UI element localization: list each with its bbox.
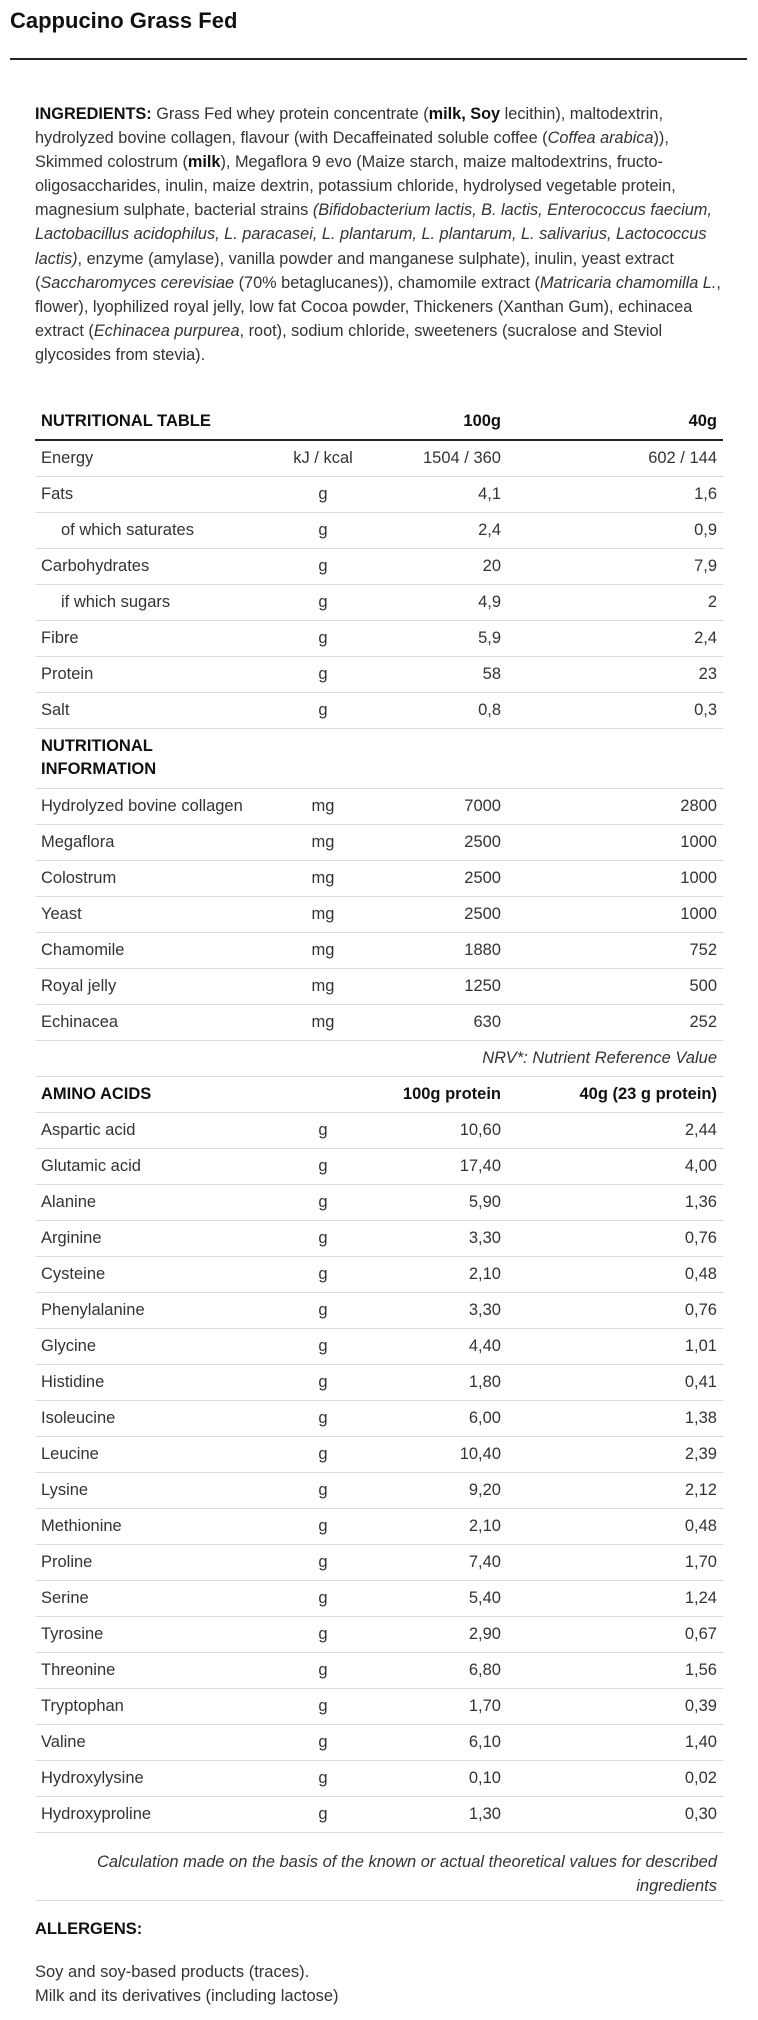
amino-acid-row: [35, 1688, 723, 1724]
amino-acid-row: [35, 1436, 723, 1472]
nutrition-unit-header: [275, 404, 371, 440]
amino-acid-row: [35, 1364, 723, 1400]
row-value-40g: 1,6: [507, 476, 723, 512]
row-unit: kJ / kcal: [275, 440, 371, 476]
row-value-40g: 0,76: [507, 1292, 723, 1328]
row-name: Energy: [35, 440, 275, 476]
amino-acid-row: [35, 1148, 723, 1184]
row-name: Alanine: [35, 1184, 275, 1220]
amino-acid-row: [35, 1184, 723, 1220]
row-unit: g: [275, 1292, 371, 1328]
ingredients-italic: Saccharomyces cerevisiae: [40, 273, 235, 292]
row-value-40g: 2800: [507, 788, 723, 824]
row-value-100g: 1,70: [371, 1688, 507, 1724]
row-value-100g: 5,90: [371, 1184, 507, 1220]
row-name: Megaflora: [35, 824, 275, 860]
row-value-40g: 4,00: [507, 1148, 723, 1184]
row-unit: mg: [275, 968, 371, 1004]
row-value-100g: 2,10: [371, 1508, 507, 1544]
row-name: Glutamic acid: [35, 1148, 275, 1184]
row-value-40g: 2,39: [507, 1436, 723, 1472]
row-name: Hydrolyzed bovine collagen: [35, 788, 275, 824]
allergen-item: Milk and its derivatives (including lactose): [35, 1987, 339, 2005]
row-name: Aspartic acid: [35, 1112, 275, 1148]
row-name: Valine: [35, 1724, 275, 1760]
nutritional-information-row: [35, 896, 723, 932]
row-value-100g: 10,40: [371, 1436, 507, 1472]
nutrition-row: [35, 548, 723, 584]
row-value-100g: 0,10: [371, 1760, 507, 1796]
nutritional-information-row: [35, 932, 723, 968]
row-name: Tryptophan: [35, 1688, 275, 1724]
row-value-40g: 0,30: [507, 1796, 723, 1832]
ingredients-text: , flower), lyophilized royal jelly, low fat Cocoa powder, Thickeners (Xanthan Gum), echinacea extract (: [35, 273, 721, 340]
row-value-100g: 4,9: [371, 584, 507, 620]
row-value-40g: 1,01: [507, 1328, 723, 1364]
row-name: Methionine: [35, 1508, 275, 1544]
row-unit: mg: [275, 1004, 371, 1040]
nutrition-table-title: NUTRITIONAL TABLE: [35, 404, 275, 440]
row-value-100g: 7000: [371, 788, 507, 824]
row-value-100g: 9,20: [371, 1472, 507, 1508]
page-title: Cappucino Grass Fed: [10, 8, 238, 33]
row-value-40g: 2: [507, 584, 723, 620]
row-value-40g: 1,24: [507, 1580, 723, 1616]
amino-acid-row: [35, 1400, 723, 1436]
amino-col-100g-protein: 100g protein: [371, 1076, 507, 1112]
row-name: Leucine: [35, 1436, 275, 1472]
row-unit: g: [275, 1580, 371, 1616]
row-value-100g: 3,30: [371, 1220, 507, 1256]
allergens-title: ALLERGENS:: [35, 1920, 143, 1938]
row-unit: g: [275, 1616, 371, 1652]
amino-acid-row: [35, 1796, 723, 1832]
nutrition-row: [35, 584, 723, 620]
nutrition-col-100g: 100g: [371, 404, 507, 440]
row-unit: mg: [275, 788, 371, 824]
row-value-40g: 500: [507, 968, 723, 1004]
row-name: Yeast: [35, 896, 275, 932]
amino-acid-row: [35, 1760, 723, 1796]
amino-acid-row: [35, 1292, 723, 1328]
row-value-100g: 2,10: [371, 1256, 507, 1292]
row-unit: g: [275, 1760, 371, 1796]
amino-acid-row: [35, 1616, 723, 1652]
row-unit: g: [275, 1688, 371, 1724]
row-value-40g: 1,70: [507, 1544, 723, 1580]
nutritional-information-row: [35, 788, 723, 824]
row-value-40g: 0,9: [507, 512, 723, 548]
ingredients-bold: milk, Soy: [428, 105, 501, 123]
row-name: Histidine: [35, 1364, 275, 1400]
nutritional-information-row: [35, 968, 723, 1004]
row-name: Isoleucine: [35, 1400, 275, 1436]
row-unit: g: [275, 1220, 371, 1256]
ingredients-label: INGREDIENTS:: [35, 105, 152, 123]
row-value-100g: 4,40: [371, 1328, 507, 1364]
row-unit: g: [275, 1112, 371, 1148]
row-unit: g: [275, 1796, 371, 1832]
ingredients-text: ), Megaflora 9 evo (Maize starch, maize maltodextrins, fructo-oligosaccharides, inulin, maize dextrin, potassium chloride, hydrolysed vegetable protein, magnesium sulphate, bacterial strains: [35, 153, 676, 220]
row-value-100g: 2,90: [371, 1616, 507, 1652]
nutrition-row: [35, 620, 723, 656]
row-value-100g: 6,80: [371, 1652, 507, 1688]
row-unit: g: [275, 1508, 371, 1544]
nutritional-information-row: [35, 824, 723, 860]
ingredients-text: )), Skimmed colostrum (: [35, 129, 669, 172]
row-name: Proline: [35, 1544, 275, 1580]
row-unit: g: [275, 1436, 371, 1472]
row-unit: g: [275, 1652, 371, 1688]
row-unit: mg: [275, 860, 371, 896]
amino-acid-row: [35, 1220, 723, 1256]
row-value-40g: 1000: [507, 896, 723, 932]
ingredients-italic: Coffea arabica: [547, 129, 654, 148]
title-divider: [10, 58, 747, 60]
nutrition-header-row: [35, 404, 723, 440]
row-name: Threonine: [35, 1652, 275, 1688]
ingredients-paragraph: [35, 102, 725, 367]
row-name: Fibre: [35, 620, 275, 656]
row-value-40g: 0,02: [507, 1760, 723, 1796]
row-name: Lysine: [35, 1472, 275, 1508]
row-unit: mg: [275, 824, 371, 860]
amino-acids-title: AMINO ACIDS: [35, 1076, 275, 1112]
amino-col-40g: 40g (23 g protein): [507, 1076, 723, 1112]
amino-acid-row: [35, 1256, 723, 1292]
row-name: Hydroxyproline: [35, 1796, 275, 1832]
amino-acid-row: [35, 1508, 723, 1544]
row-value-40g: 1,56: [507, 1652, 723, 1688]
row-value-100g: 2500: [371, 860, 507, 896]
row-value-40g: 1,40: [507, 1724, 723, 1760]
row-value-40g: 1,38: [507, 1400, 723, 1436]
row-unit: mg: [275, 896, 371, 932]
row-value-100g: 1880: [371, 932, 507, 968]
row-value-40g: 252: [507, 1004, 723, 1040]
nutritional-information-row: [35, 860, 723, 896]
row-value-40g: 2,12: [507, 1472, 723, 1508]
row-name: Glycine: [35, 1328, 275, 1364]
row-value-100g: 17,40: [371, 1148, 507, 1184]
row-unit: g: [275, 1400, 371, 1436]
row-value-100g: 6,00: [371, 1400, 507, 1436]
row-unit: mg: [275, 932, 371, 968]
row-unit: g: [275, 1328, 371, 1364]
ingredients-italic: Echinacea purpurea: [93, 321, 240, 340]
ingredients-italic: (Bifidobacterium lactis, B. lactis, Enterococcus faecium, Lactobacillus acidophilus, L. paracasei, L. plantarum, L. plantarum, L. salivarius, Lactococcus lactis): [35, 201, 712, 268]
row-unit: g: [275, 1544, 371, 1580]
row-value-40g: 1000: [507, 824, 723, 860]
row-name: Echinacea: [35, 1004, 275, 1040]
nutrition-row: [35, 692, 723, 728]
ingredients-text: lecithin), maltodextrin, hydrolyzed bovine collagen, flavour (with Decaffeinated soluble coffee (: [35, 105, 664, 148]
ingredients-text: , enzyme (amylase), vanilla powder and manganese sulphate), inulin, yeast extract (: [35, 249, 674, 292]
row-value-100g: 2,4: [371, 512, 507, 548]
row-value-100g: 1,30: [371, 1796, 507, 1832]
allergen-item: Soy and soy-based products (traces).: [35, 1963, 310, 1981]
row-unit: g: [275, 1148, 371, 1184]
row-name: Royal jelly: [35, 968, 275, 1004]
row-name: Tyrosine: [35, 1616, 275, 1652]
amino-unit-header: [275, 1076, 371, 1112]
row-name: Fats: [35, 476, 275, 512]
ingredients-text: Grass Fed whey protein concentrate (: [151, 105, 429, 123]
row-name: of which saturates: [35, 512, 275, 548]
amino-acid-row: [35, 1652, 723, 1688]
row-unit: g: [275, 584, 371, 620]
row-name: Chamomile: [35, 932, 275, 968]
amino-acid-row: [35, 1580, 723, 1616]
row-value-100g: 2500: [371, 824, 507, 860]
row-value-40g: 7,9: [507, 548, 723, 584]
nutritional-information-header-row: [35, 728, 723, 788]
row-unit: g: [275, 512, 371, 548]
row-unit: g: [275, 620, 371, 656]
row-value-40g: 0,39: [507, 1688, 723, 1724]
amino-acid-row: [35, 1472, 723, 1508]
nrv-note: NRV*: Nutrient Reference Value: [35, 1040, 723, 1076]
row-value-40g: 0,48: [507, 1508, 723, 1544]
row-name: Carbohydrates: [35, 548, 275, 584]
nutrition-table: [35, 404, 723, 1833]
nutrition-row: [35, 512, 723, 548]
row-value-40g: 0,67: [507, 1616, 723, 1652]
row-value-40g: 1000: [507, 860, 723, 896]
calculation-note: Calculation made on the basis of the known or actual theoretical values for described ingredients: [96, 1853, 717, 1895]
row-name: if which sugars: [35, 584, 275, 620]
row-value-40g: 23: [507, 656, 723, 692]
nutritional-information-title-text: NUTRITIONAL INFORMATION: [41, 737, 157, 778]
row-value-100g: 1250: [371, 968, 507, 1004]
calculation-note-divider: [35, 1900, 723, 1901]
row-value-40g: 602 / 144: [507, 440, 723, 476]
row-unit: g: [275, 1364, 371, 1400]
nutritional-information-header-filler: [275, 728, 723, 788]
row-value-40g: 1,36: [507, 1184, 723, 1220]
row-value-100g: 20: [371, 548, 507, 584]
allergens-list: [35, 1960, 339, 2008]
row-unit: g: [275, 1184, 371, 1220]
row-value-100g: 58: [371, 656, 507, 692]
row-name: Cysteine: [35, 1256, 275, 1292]
row-name: Colostrum: [35, 860, 275, 896]
ingredients-text: , root), sodium chloride, sweeteners (sucralose and Steviol glycosides from stevia).: [35, 321, 663, 364]
row-unit: g: [275, 692, 371, 728]
row-unit: g: [275, 656, 371, 692]
amino-acid-row: [35, 1328, 723, 1364]
nutrition-row: [35, 476, 723, 512]
row-value-40g: 752: [507, 932, 723, 968]
row-value-40g: 0,76: [507, 1220, 723, 1256]
row-value-100g: 6,10: [371, 1724, 507, 1760]
row-value-100g: 5,9: [371, 620, 507, 656]
nrv-note-row: [35, 1040, 723, 1076]
amino-acid-row: [35, 1724, 723, 1760]
row-value-100g: 5,40: [371, 1580, 507, 1616]
nutrition-row: [35, 440, 723, 476]
row-value-100g: 1504 / 360: [371, 440, 507, 476]
row-value-40g: 0,3: [507, 692, 723, 728]
row-name: Protein: [35, 656, 275, 692]
row-value-100g: 1,80: [371, 1364, 507, 1400]
row-unit: g: [275, 548, 371, 584]
row-value-100g: 2500: [371, 896, 507, 932]
row-value-40g: 2,4: [507, 620, 723, 656]
row-unit: g: [275, 1724, 371, 1760]
nutrition-col-40g: 40g: [507, 404, 723, 440]
row-unit: g: [275, 1472, 371, 1508]
nutrition-row: [35, 656, 723, 692]
row-value-100g: 7,40: [371, 1544, 507, 1580]
nutritional-information-title: [35, 728, 275, 788]
row-value-100g: 3,30: [371, 1292, 507, 1328]
row-value-100g: 0,8: [371, 692, 507, 728]
amino-acid-row: [35, 1544, 723, 1580]
amino-acids-header-row: [35, 1076, 723, 1112]
row-name: Salt: [35, 692, 275, 728]
row-name: Hydroxylysine: [35, 1760, 275, 1796]
row-name: Phenylalanine: [35, 1292, 275, 1328]
row-unit: g: [275, 476, 371, 512]
row-value-40g: 0,41: [507, 1364, 723, 1400]
row-unit: g: [275, 1256, 371, 1292]
row-value-40g: 0,48: [507, 1256, 723, 1292]
row-value-100g: 10,60: [371, 1112, 507, 1148]
ingredients-bold: milk: [187, 153, 221, 172]
row-name: Serine: [35, 1580, 275, 1616]
row-name: Arginine: [35, 1220, 275, 1256]
nutritional-information-row: [35, 1004, 723, 1040]
row-value-100g: 630: [371, 1004, 507, 1040]
ingredients-text: (70% betaglucanes)), chamomile extract (: [234, 273, 540, 292]
ingredients-italic: Matricaria chamomilla L.: [539, 273, 717, 292]
row-value-40g: 2,44: [507, 1112, 723, 1148]
amino-acid-row: [35, 1112, 723, 1148]
row-value-100g: 4,1: [371, 476, 507, 512]
